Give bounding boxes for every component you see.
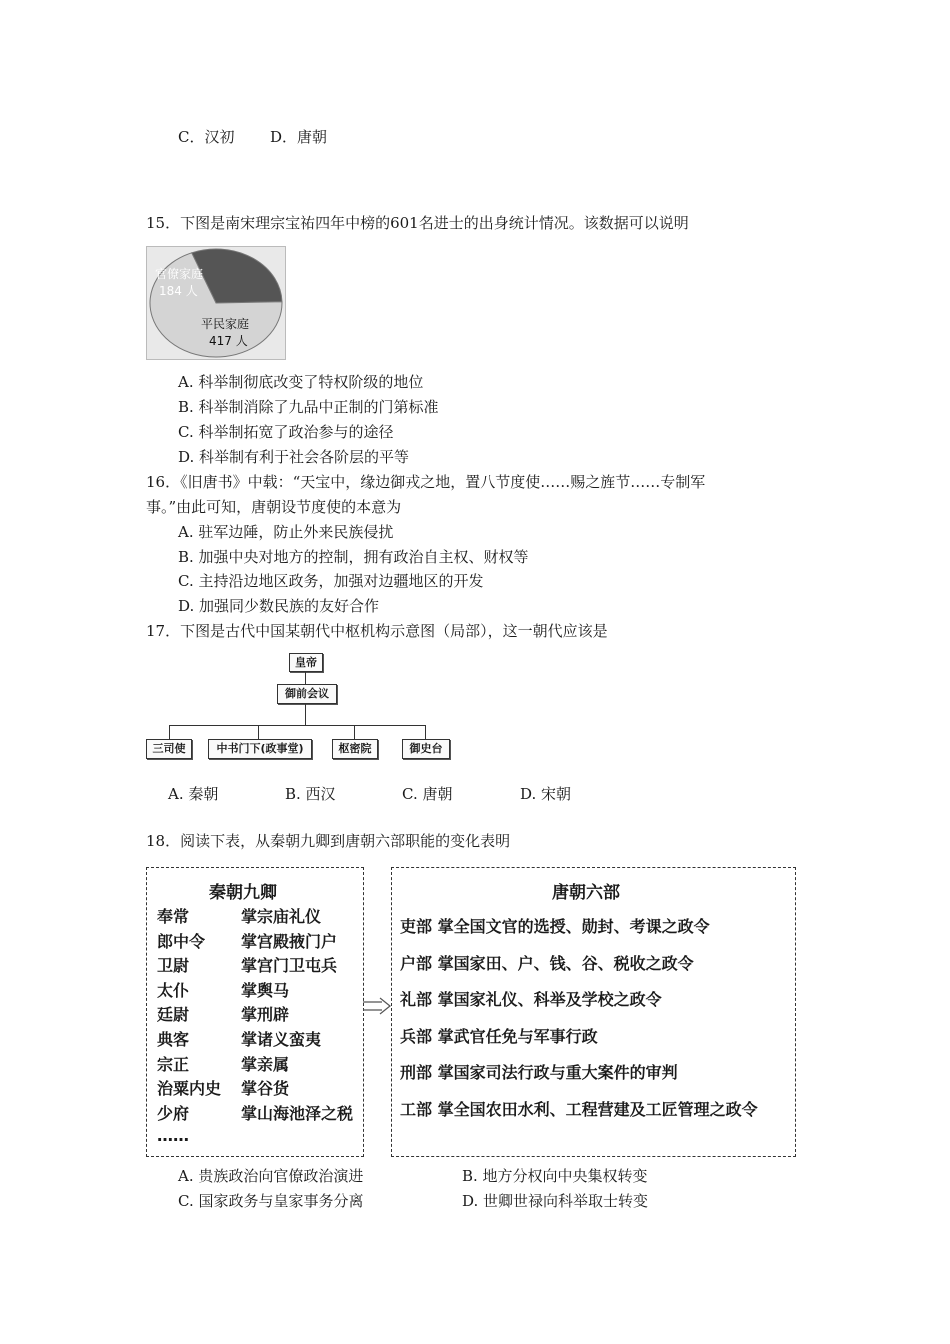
q15-pie-chart	[146, 246, 286, 360]
pie-label-officials: 官僚家庭	[155, 267, 204, 281]
diagram-connector	[169, 725, 425, 726]
diagram-connector	[169, 725, 170, 739]
qin-office-name: 宗正	[157, 1054, 190, 1074]
diagram-connector	[305, 703, 306, 725]
tang-six-ministries-panel	[391, 867, 796, 1157]
pie-label-commoners: 平民家庭	[201, 317, 250, 331]
q17-option-b: B. 西汉	[285, 785, 336, 803]
q18-option-d: D. 世卿世禄向科举取士转变	[462, 1192, 649, 1210]
q17-stem: 17．下图是古代中国某朝代中枢机构示意图（局部），这一朝代应该是	[146, 622, 608, 640]
tang-ministry-row: 吏部 掌全国文官的选授、勋封、考课之政令	[400, 917, 710, 936]
diagram-box-zhongshu-menxia: 中书门下(政事堂)	[208, 739, 312, 759]
qin-office-name: 郎中令	[157, 931, 206, 951]
diagram-box-shumiyuan: 枢密院	[332, 739, 378, 759]
tang-ministry-row: 刑部 掌国家司法行政与重大案件的审判	[400, 1063, 678, 1083]
q17-option-d: D. 宋朝	[520, 785, 572, 803]
diagram-connector	[258, 725, 259, 739]
q16-option-c: C. 主持沿边地区政务，加强对边疆地区的开发	[178, 572, 484, 590]
qin-office-name: 典客	[157, 1030, 190, 1049]
q15-option-c: C. 科举制拓宽了政治参与的途径	[178, 423, 394, 441]
pie-value-officials: 184 人	[159, 284, 198, 298]
diagram-box-emperor: 皇帝	[289, 653, 323, 672]
qin-office-name: 太仆	[157, 980, 190, 1000]
qin-office-name: 廷尉	[157, 1005, 190, 1025]
q14-option-d: D．唐朝	[270, 128, 328, 146]
qin-office-name: 治粟内史	[157, 1079, 222, 1099]
tang-ministry-row: 工部 掌全国农田水利、工程营建及工匠管理之政令	[400, 1100, 758, 1119]
qin-office-name: 奉常	[157, 907, 190, 926]
tang-ministry-row: 兵部 掌武官任免与军事行政	[400, 1026, 598, 1046]
tang-ministry-row: 户部 掌国家田、户、钱、谷、税收之政令	[400, 953, 694, 973]
tang-panel-title: 唐朝六部	[552, 883, 620, 903]
diagram-box-imperial-council: 御前会议	[277, 684, 337, 704]
qin-office-duty: 掌宗庙礼仪	[241, 907, 322, 926]
qin-office-duty: 掌刑辟	[241, 1005, 290, 1025]
diagram-box-sansishi: 三司使	[146, 739, 192, 759]
qin-office-duty: 掌宫殿掖门户	[241, 931, 338, 951]
qin-office-duty: 掌宫门卫屯兵	[241, 956, 338, 976]
transition-arrow-icon	[362, 996, 392, 1016]
q16-option-d: D. 加强同少数民族的友好合作	[178, 597, 380, 615]
qin-office-duty: 掌诸义蛮夷	[241, 1030, 322, 1049]
tang-ministry-row: 礼部 掌国家礼仪、科举及学校之政令	[400, 990, 662, 1010]
q16-option-a: A. 驻军边陲，防止外来民族侵扰	[178, 523, 394, 541]
qin-office-duty: 掌谷货	[241, 1079, 290, 1099]
qin-office-duty: 掌亲属	[241, 1054, 290, 1074]
q14-option-c: C．汉初	[178, 128, 235, 146]
q18-stem: 18．阅读下表，从秦朝九卿到唐朝六部职能的变化表明	[146, 832, 511, 850]
qin-nine-ministers-panel	[146, 867, 364, 1157]
diagram-box-yushitai: 御史台	[402, 739, 450, 759]
q15-option-a: A. 科举制彻底改变了特权阶级的地位	[178, 373, 424, 391]
q17-option-a: A. 秦朝	[168, 785, 219, 803]
q16-option-b: B. 加强中央对地方的控制，拥有政治自主权、财权等	[178, 548, 529, 566]
q15-option-b: B. 科举制消除了九品中正制的门第标准	[178, 398, 439, 416]
qin-office-name: 少府	[157, 1103, 190, 1123]
qin-office-duty: 掌山海池泽之税	[241, 1103, 354, 1123]
q16-stem-line1: 16．《旧唐书》中载：“天宝中，缘边御戎之地，置八节度使……赐之旌节……专制军	[146, 473, 706, 491]
qin-office-duty: 掌舆马	[241, 980, 290, 1000]
qin-panel-title: 秦朝九卿	[209, 883, 277, 903]
diagram-connector	[425, 725, 426, 739]
q15-option-d: D. 科举制有利于社会各阶层的平等	[178, 448, 410, 466]
q16-stem-line2: 事。”由此可知，唐朝设节度使的本意为	[146, 498, 402, 516]
diagram-connector	[305, 671, 306, 684]
q17-option-c: C. 唐朝	[402, 785, 453, 803]
diagram-connector	[354, 725, 355, 739]
pie-value-commoners: 417 人	[209, 334, 248, 348]
q18-option-b: B. 地方分权向中央集权转变	[462, 1167, 648, 1185]
q15-stem: 15．下图是南宋理宗宝祐四年中榜的601名进士的出身统计情况。该数据可以说明	[146, 214, 689, 232]
qin-office-name: 卫尉	[157, 956, 190, 976]
q18-option-c: C. 国家政务与皇家事务分离	[178, 1192, 364, 1210]
q18-option-a: A. 贵族政治向官僚政治演进	[178, 1167, 364, 1185]
qin-ellipsis: ……	[157, 1126, 189, 1145]
